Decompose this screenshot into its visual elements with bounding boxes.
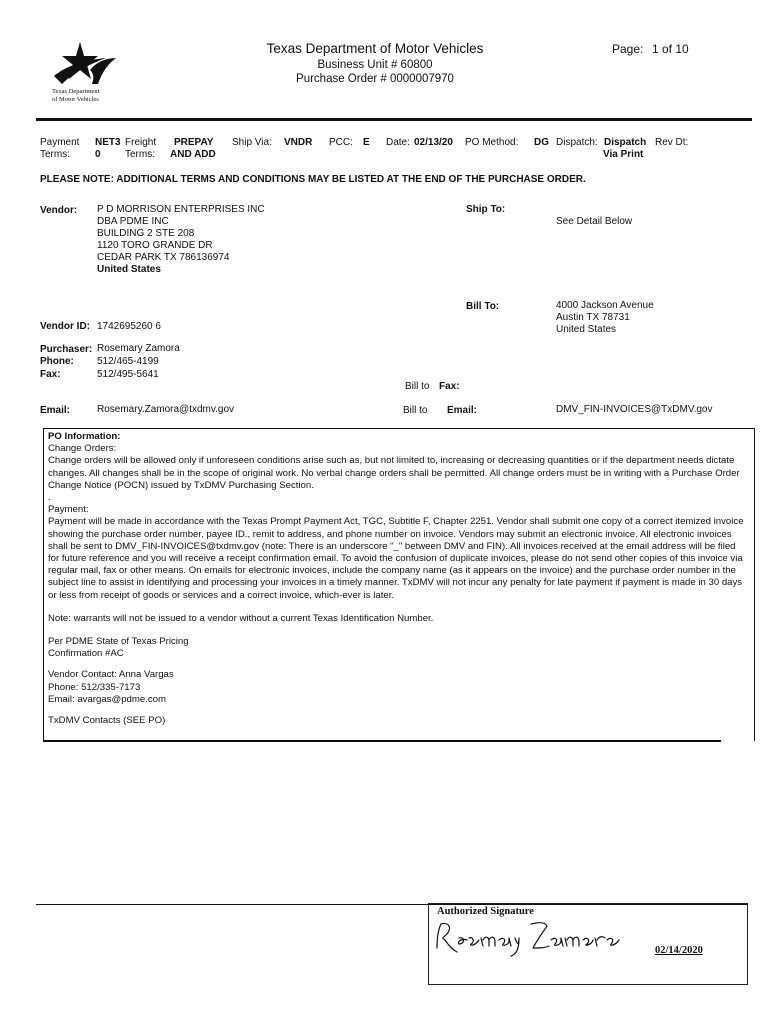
- signature-date: 02/14/2020: [655, 945, 703, 956]
- rev-dt-label: Rev Dt:: [655, 137, 689, 148]
- dispatch-value-1: Dispatch: [604, 137, 647, 148]
- vendor-contact-phone: Phone: 512/335-7173: [48, 681, 141, 693]
- logo-text-line1: Texas Department: [52, 88, 100, 95]
- po-info-title: PO Information:: [48, 431, 121, 442]
- vendor-address-line: BUILDING 2 STE 208: [97, 228, 195, 239]
- pricing-line-1: Per PDME State of Texas Pricing: [48, 636, 189, 648]
- vendor-address-line: DBA PDME INC: [97, 216, 169, 227]
- dispatch-value-2: Via Print: [603, 149, 644, 160]
- po-box-bottom-rule: [43, 740, 721, 742]
- payment-terms-label-1: Payment: [40, 137, 80, 148]
- handwritten-signature-icon: [431, 918, 621, 958]
- freight-terms-label-2: Terms:: [125, 149, 155, 160]
- purchaser-label: Purchaser:: [40, 344, 93, 355]
- additional-terms-notice: PLEASE NOTE: ADDITIONAL TERMS AND CONDITIONS MAY BE LISTED AT THE END OF THE PURCHASE ORDER.: [40, 174, 586, 185]
- purchaser-email-value: Rosemary.Zamora@txdmv.gov: [97, 404, 235, 415]
- vendor-contact-email: Email: avargas@pdme.com: [48, 693, 166, 705]
- warrants-note: Note: warrants will not be issued to a vendor without a current Texas Identification Number.: [48, 612, 434, 624]
- purchaser-fax-label: Fax:: [40, 369, 61, 380]
- page-label: Page:: [612, 42, 644, 56]
- po-information-box: [43, 428, 755, 741]
- purchaser-fax-value: 512/495-5641: [97, 369, 159, 380]
- date-value: 02/13/20: [414, 137, 453, 148]
- dispatch-label: Dispatch:: [556, 137, 598, 148]
- change-orders-heading: Change Orders:: [48, 443, 117, 455]
- freight-terms-value-2: AND ADD: [170, 149, 216, 160]
- purchase-order-number: Purchase Order # 0000007970: [296, 73, 454, 85]
- payment-terms-label-2: Terms:: [40, 149, 70, 160]
- vendor-id-value: 1742695260 6: [97, 321, 161, 332]
- purchaser-phone-value: 512/465-4199: [97, 356, 159, 367]
- ship-to-value: See Detail Below: [556, 216, 633, 227]
- header-divider: [36, 118, 752, 121]
- payment-terms-value-2: 0: [95, 149, 101, 160]
- payment-text: Payment will be made in accordance with the Texas Prompt Payment Act, TGC, Subtitle F, Chapter 2251. Vendor shall submit one copy of a correct itemized invoice showing the purchase order number, payee ID., remit to address, and phone number on invoice. Vendors may submit an electronic invoice. All electronic invoices shall be sent to DMV_FIN-INVOICES@txdmv.gov (note: There is an underscore "_" between DMV and FIN). All invoices received at the email address will be filed for future reference and you will receive a receipt confirmation email. To avoid the confusion of duplicate invoices, please do not send other copies of this invoice via regular mail, fax or other means. On emails for electronic invoices, include the company name (as it appears on the invoice) and the purchase order number in the subject line to assist in identifying and processing your invoices in a timely manner. TxDMV will not incur any penalty for late payment if payment is made in 30 days or less from receipt of goods or services and a correct invoice, which-ever is later.: [48, 516, 744, 601]
- ship-via-value: VNDR: [284, 137, 313, 148]
- vendor-label: Vendor:: [40, 205, 78, 216]
- logo-text-line2: of Motor Vehicles: [52, 96, 99, 103]
- po-method-value: DG: [534, 137, 549, 148]
- agency-title: Texas Department of Motor Vehicles: [266, 41, 484, 56]
- bill-to-email-label: Email:: [447, 405, 478, 416]
- po-method-label: PO Method:: [465, 137, 519, 148]
- texas-star-logo-icon: [44, 40, 124, 94]
- payment-heading: Payment:: [48, 504, 89, 516]
- vendor-address-line: 1120 TORO GRANDE DR: [97, 240, 213, 251]
- purchaser-value: Rosemary Zamora: [97, 343, 180, 354]
- bill-to-address-line: United States: [556, 324, 617, 335]
- vendor-address-line: CEDAR PARK TX 786136974: [97, 252, 230, 263]
- date-label: Date:: [386, 137, 410, 148]
- signature-box: [428, 903, 748, 985]
- ship-via-label: Ship Via:: [232, 137, 272, 148]
- bill-to-fax-label: Fax:: [439, 381, 460, 392]
- vendor-address-line: P D MORRISON ENTERPRISES INC: [97, 204, 265, 215]
- bill-to-address-line: Austin TX 78731: [556, 312, 630, 323]
- pricing-line-2: Confirmation #AC: [48, 648, 124, 660]
- page-number: 1 of 10: [652, 42, 689, 56]
- pcc-label: PCC:: [329, 137, 353, 148]
- pcc-value: E: [363, 137, 370, 148]
- separator-dot: .: [48, 492, 51, 504]
- txdmv-contacts: TxDMV Contacts (SEE PO): [48, 715, 166, 727]
- bill-to-label: Bill To:: [466, 301, 500, 312]
- bill-to-email-value: DMV_FIN-INVOICES@TxDMV.gov: [556, 404, 713, 415]
- bill-to-fax-prefix: Bill to: [405, 381, 430, 392]
- vendor-contact: Vendor Contact: Anna Vargas: [48, 669, 174, 681]
- purchaser-email-label: Email:: [40, 405, 71, 416]
- ship-to-label: Ship To:: [466, 204, 506, 215]
- payment-terms-value-1: NET3: [95, 137, 121, 148]
- vendor-id-label: Vendor ID:: [40, 321, 91, 332]
- purchaser-phone-label: Phone:: [40, 356, 74, 367]
- bill-to-email-prefix: Bill to: [403, 405, 428, 416]
- bill-to-address-line: 4000 Jackson Avenue: [556, 300, 654, 311]
- authorized-signature-label: Authorized Signature: [437, 906, 534, 917]
- business-unit: Business Unit # 60800: [317, 59, 433, 71]
- vendor-country: United States: [97, 264, 161, 275]
- agency-logo: [44, 40, 124, 110]
- freight-terms-label-1: Freight: [125, 137, 157, 148]
- change-orders-text: Change orders will be allowed only if unforeseen conditions arise such as, but not limited to, increasing or decreasing quantities or if the department needs dictate changes. All changes shall be in the scope of original work. No verbal change orders shall be permitted. All change orders must be in writing with a Purchase Order Change Notice (POCN) issued by TxDMV Purchasing Section.: [48, 455, 740, 491]
- freight-terms-value-1: PREPAY: [174, 137, 214, 148]
